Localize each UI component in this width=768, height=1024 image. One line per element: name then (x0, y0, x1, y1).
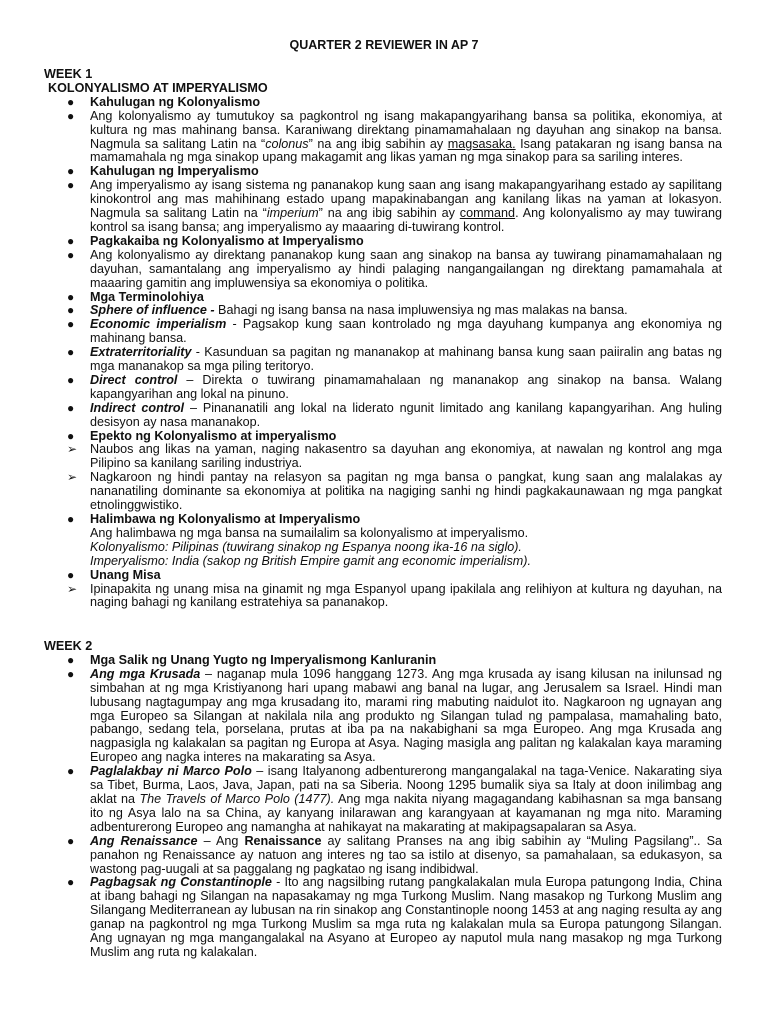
bullet-icon: ● (67, 164, 75, 179)
arrow-item: ➢ Nagkaroon ng hindi pantay na relasyon sa pagitan ng mga bansa o pangkat, kung saan ang malalakas ay nananatiling dominante sa ekonomiya at politika na nagiging sanhi ng hindi pagkakaunawaan ng mga pangkat etnolinggwistiko. (67, 470, 722, 513)
bullet-icon: ● (67, 303, 75, 318)
arrow-bullet-icon: ➢ (67, 442, 78, 457)
halimbawa-kolonyalismo: Kolonyalismo: Pilipinas (tuwirang sinakop ng Espanya noong ika-16 na siglo). (90, 539, 522, 554)
bullet-kolonyalismo-definition: ● Ang kolonyalismo ay tumutukoy sa pagkontrol ng isang makapangyarihang bansa sa politika, ekonomiya, at kultura ng mas mahinang bansa. Karaniwang direktang pinamamahalaan ng dayuhan ang sinakop na bansa. Nagmula sa salitang Latin na “colonus” na ang ibig sabihin ay magsasaka. Isang patakaran ng isang bansa na mamamahala ng mga sinakop upang makagamit ang likas yaman ng mga sinakop para sa sariling interes. (67, 108, 722, 165)
bullet-icon: ● (67, 764, 75, 779)
bullet-icon: ● (67, 875, 75, 890)
bullet-epekto-title: ● Epekto ng Kolonyalismo at imperyalismo (67, 428, 337, 443)
bullet-icon: ● (67, 567, 75, 582)
bullet-icon: ● (67, 317, 75, 332)
arrow-item: ➢ Naubos ang likas na yaman, naging nakasentro sa dayuhan ang ekonomiya, at nawalan ng kontrol ang mga Pilipino sa kanilang sariling industriya. (67, 442, 722, 471)
week2-label: WEEK 2 (44, 639, 93, 653)
bullet-halimbawa-title: ● Halimbawa ng Kolonyalismo at Imperyalismo (67, 512, 361, 526)
bullet-pagkakaiba-title: ● Pagkakaiba ng Kolonyalismo at Imperyalismo (67, 233, 364, 248)
term-item: ● Extraterritoriality - Kasunduan sa pagitan ng mananakop at mahinang bansa kung saan paiiralin ang batas ng mga mananakop sa mga piling teritoryo. (67, 345, 722, 374)
bullet-icon: ● (67, 108, 75, 123)
bullet-renaissance: ● Ang Renaissance – Ang Renaissance ay salitang Pranses na ang ibig sabihin ay “Muling Pagsilang”.. Sa panahon ng Renaissance ay natuon ang interes ng tao sa istilo at disenyo, sa pamahalaan, sa edukasyon, sa wastong pag-uugali at sa paggalang ng pagkatao ng isang indibidwal. (67, 833, 722, 876)
term-item: ● Sphere of influence - Bahagi ng isang bansa na nasa impluwensiya ng mas malakas na bansa. (67, 303, 628, 318)
bullet-terminolohiya-title: ● Mga Terminolohiya (67, 289, 204, 304)
bullet-icon: ● (67, 428, 75, 443)
bullet-icon: ● (67, 652, 75, 667)
term-item: ● Indirect control – Pinananatili ang lokal na liderato ngunit limitado ang kanilang kapangyarihan. Ang huling desisyon ay nasa mananakop. (67, 400, 722, 429)
bullet-icon: ● (67, 345, 75, 360)
arrow-item: ➢ Ipinapakita ng unang misa na ginamit ng mga Espanyol upang ipakilala ang relihiyon at kultura ng dayuhan, na naging bahagi ng kanilang estratehiya sa pananakop. (67, 581, 722, 610)
halimbawa-line: Ang halimbawa ng mga bansa na sumailalim sa kolonyalismo at imperyalismo. (90, 525, 529, 540)
bullet-kahulugan-kolonyalismo: ● Kahulugan ng Kolonyalismo (67, 94, 261, 109)
bullet-constantinople: ● Pagbagsak ng Constantinople - Ito ang nagsilbing rutang pangkalakalan mula Europa patungong India, China at ibang bahagi ng Silangan na napasakamay ng mga Turkong Muslim. Nang masakop ng Turkong Muslim ang Silangang Mediterranean ay lubusan na rin sinakop ang Constantinople noong 1453 at ang naging resulta ay ang ganap na pagkontrol ng mga Turkong Muslim sa mga ruta ng kalakalan mula sa Europa patungong Silangan. Ang ugnayan ng mga mangangalakal na Asyano at Europeo ay naputol mula nang masakop ng mga Turkong Muslim ang ruta ng kalakalan. (67, 875, 723, 959)
bullet-unang-misa-title: ● Unang Misa (67, 567, 161, 582)
bullet-icon: ● (67, 833, 75, 848)
bullet-icon: ● (67, 94, 75, 109)
bullet-krusada: ● Ang mga Krusada – naganap mula 1096 hanggang 1273. Ang mga krusada ay isang kilusan na inilunsad ng simbahan at ng mga Kristiyanong hari upang mabawi ang banal na lugar, ang Jerusalem sa Israel. Hindi man lubusang nagtagumpay ang mga krusadang ito, marami ring mabuting naidulot ito. Nagkaroon ng ugnayan ang mga Europeo sa Silangan at nakilala nila ang produkto ng Silangan tulad ng pampalasa, mamahaling bato, pabango, sedang tela, porselana, prutas at iba pa na nakabighani sa mga Europeo. Ang mga Krusada ang nagpasigla ng kalakalan sa pagitan ng Europa at Asya. Naging masigla ang palitan ng kalakalan kaya maraming Europeo ang nagka interes na makarating sa Asya. (67, 666, 722, 765)
bullet-icon: ● (67, 178, 75, 193)
bullet-marco-polo: ● Paglalakbay ni Marco Polo – isang Italyanong adbenturerong mangangalakal na taga-Venice. Nakarating siya sa Tibet, Burma, Laos, Java, Japan, pati na sa Siberia. Noong 1295 bumalik siya sa Italy at doon inilimbag ang aklat na The Travels of Marco Polo (1477). Ang mga nakita niyang magagandang kabihasnan sa mga bansang ito ng Asya lalo na sa China, ay kanyang inilarawan ang karangyaan at kayamanan ng mga nito. Maraming adbenturerong Europeo ang namangha at nahikayat na makarating at makipagsapalaran sa Asya. (67, 764, 723, 834)
bullet-imperyalismo-definition: ● Ang imperyalismo ay isang sistema ng pananakop kung saan ang isang makapangyarihang estado ay sapilitang kinokontrol ang mas mahihinang estado upang mapakinabangan ang kanilang likas na yaman at lokasyon. Nagmula sa salitang Latin na “imperium” na ang ibig sabihin ay command. Ang kolonyalismo ay may tuwirang kontrol sa isang bansa; ang imperyalismo ay maaaring di-tuwirang kontrol. (67, 178, 722, 234)
term-item: ● Direct control – Direkta o tuwirang pinamamahalaan ng mananakop ang sinakop na bansa. Walang kapangyarihan ang lokal na pinuno. (67, 372, 722, 401)
halimbawa-imperyalismo: Imperyalismo: India (sakop ng British Empire gamit ang economic imperialism). (90, 553, 531, 568)
bullet-icon: ● (67, 512, 75, 526)
arrow-bullet-icon: ➢ (67, 470, 78, 485)
bullet-icon: ● (67, 289, 75, 304)
bullet-icon: ● (67, 372, 75, 387)
bullet-week2-heading: ● Mga Salik ng Unang Yugto ng Imperyalismong Kanluranin (67, 652, 437, 667)
arrow-bullet-icon: ➢ (67, 581, 78, 596)
bullet-icon: ● (67, 233, 75, 248)
document-title: QUARTER 2 REVIEWER IN AP 7 (289, 38, 479, 52)
week1-label: WEEK 1 (44, 67, 93, 81)
bullet-icon: ● (67, 400, 75, 415)
bullet-kahulugan-imperyalismo: ● Kahulugan ng Imperyalismo (67, 164, 259, 179)
bullet-icon: ● (67, 666, 75, 681)
week2-section (0, 640, 768, 960)
week1-heading: KOLONYALISMO AT IMPERYALISMO (48, 80, 268, 95)
term-item: ● Economic imperialism - Pagsakop kung saan kontrolado ng mga dayuhang kumpanya ang ekonomiya ng mahinang bansa. (67, 317, 722, 346)
bullet-pagkakaiba-text: ● Ang kolonyalismo ay direktang pananakop kung saan ang sinakop na bansa ay tuwirang pinamamahalaan ng dayuhan, samantalang ang imperyalismo ay hindi palaging nangangailangan ng direktang pamamahala at maaaring gamitin ang impluwensiya sa ekonomiya o politika. (67, 247, 722, 290)
week1-section (0, 68, 768, 610)
bullet-icon: ● (67, 247, 75, 262)
